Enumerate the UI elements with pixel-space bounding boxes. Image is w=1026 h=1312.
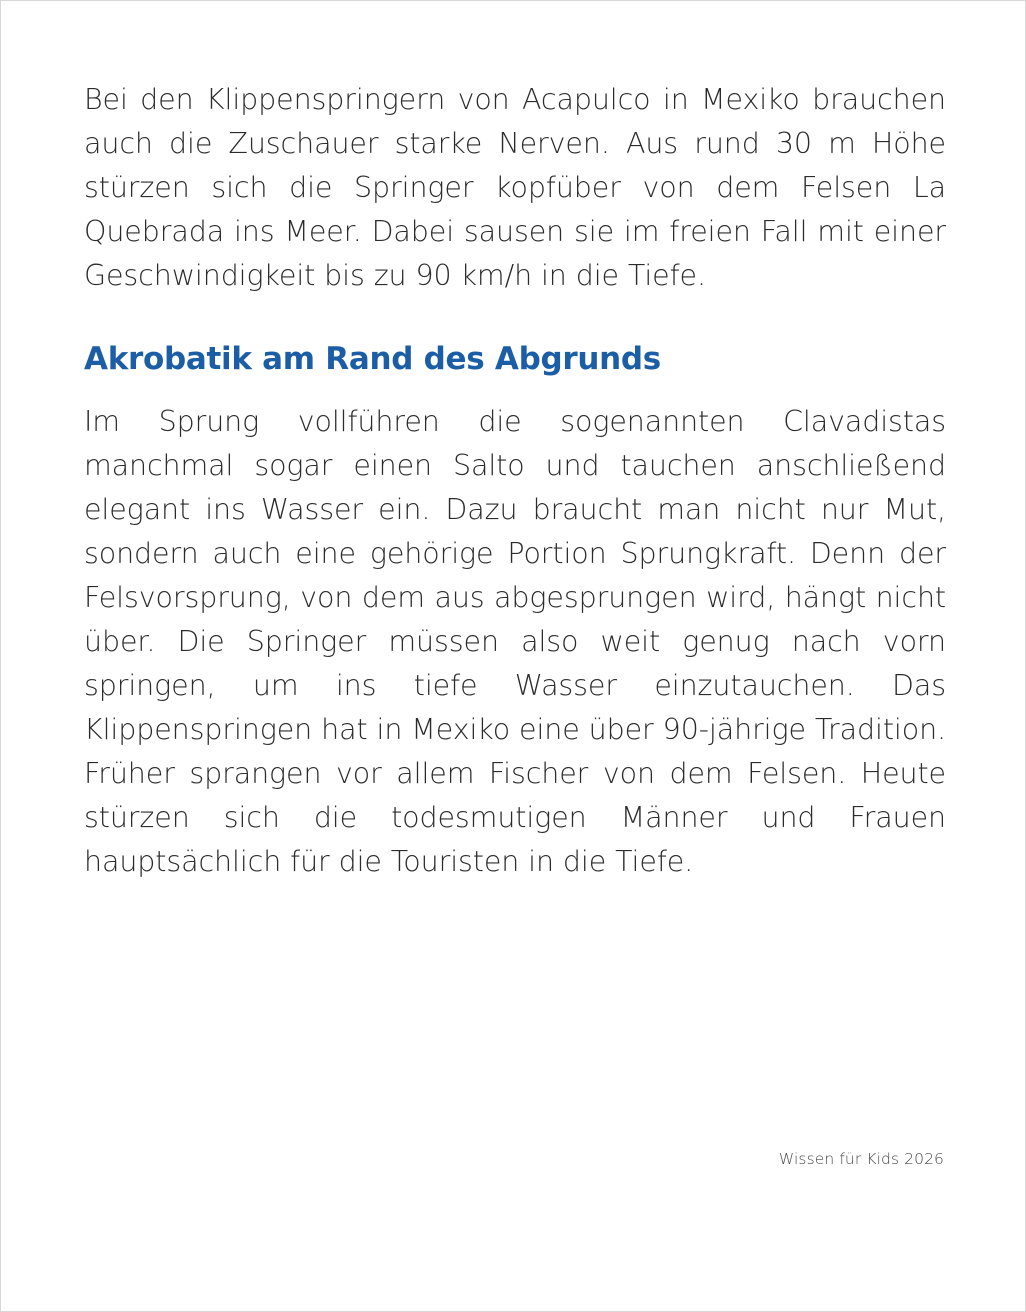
section-heading: Akrobatik am Rand des Abgrunds	[84, 341, 661, 377]
section-paragraph: Im Sprung vollführen die sogenannten Clavadistas manchmal sogar einen Salto und tauchen anschließend elegant ins Wasser ein. Dazu braucht man nicht nur Mut, sondern auch eine gehörige Portion Sprungkraft. Denn der Felsvorsprung, von dem aus abgesprungen wird, hängt nicht über. Die Springer müssen also weit genug nach vorn springen, um ins tiefe Wasser einzutauchen. Das Klippenspringen hat in Mexiko eine über 90-jährige Tradition. Früher sprangen vor allem Fischer von dem Felsen. Heute stürzen sich die todesmutigen Männer und Frauen hauptsächlich für die Touristen in die Tiefe.	[84, 405, 946, 878]
footer-credit: Wissen für Kids 2026	[778, 1150, 944, 1168]
intro-paragraph: Bei den Klippenspringern von Acapulco in Mexiko brauchen auch die Zuschauer starke Nerven. Aus rund 30 m Höhe stürzen sich die Springer kopfüber von dem Felsen La Quebrada ins Meer. Dabei sausen sie im freien Fall mit einer Geschwindigkeit bis zu 90 km/h in die Tiefe.	[84, 83, 946, 292]
